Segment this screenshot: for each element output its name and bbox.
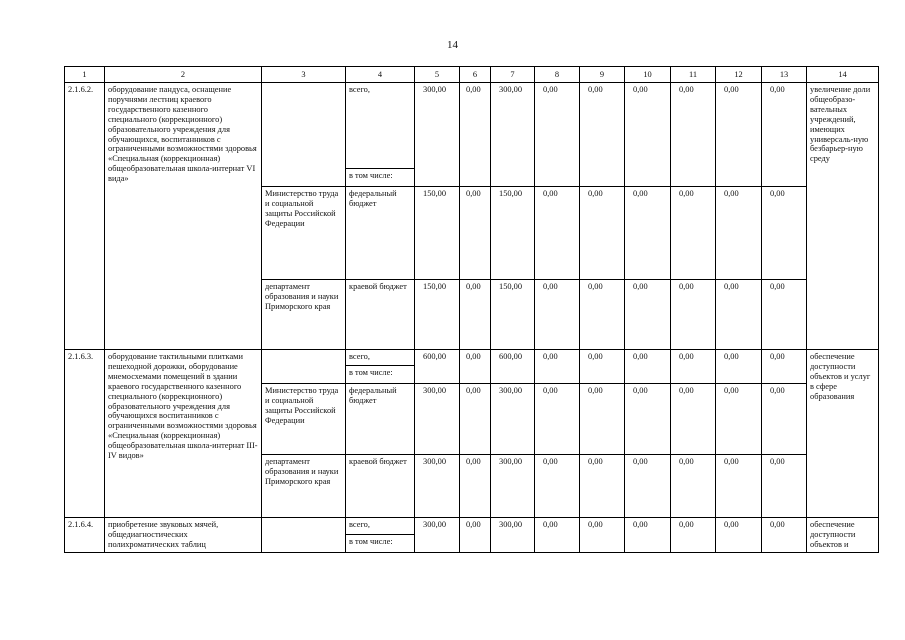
value-cell: 0,00 (535, 384, 580, 455)
col-header-12: 12 (716, 67, 762, 83)
value-cell: 0,00 (625, 384, 671, 455)
funding-source: краевой бюджет (346, 280, 415, 350)
col-header-7: 7 (491, 67, 535, 83)
executor-cell (262, 83, 346, 187)
value-cell: 0,00 (580, 384, 625, 455)
value-cell: 0,00 (762, 518, 807, 553)
col-header-2: 2 (105, 67, 262, 83)
value-cell: 0,00 (535, 518, 580, 553)
source-total-label: всего, (346, 83, 415, 169)
col-header-6: 6 (460, 67, 491, 83)
value-cell: 300,00 (415, 518, 460, 553)
value-cell: 0,00 (625, 280, 671, 350)
value-cell: 0,00 (716, 384, 762, 455)
value-cell: 0,00 (671, 350, 716, 384)
value-cell: 0,00 (762, 187, 807, 280)
value-cell: 0,00 (762, 455, 807, 518)
col-header-10: 10 (625, 67, 671, 83)
value-cell: 0,00 (671, 83, 716, 187)
col-header-4: 4 (346, 67, 415, 83)
value-cell: 0,00 (716, 187, 762, 280)
value-cell: 0,00 (460, 455, 491, 518)
expected-result: обеспечение доступности объектов и услуг в сфере образования (807, 350, 879, 518)
value-cell: 0,00 (580, 455, 625, 518)
value-cell: 0,00 (460, 384, 491, 455)
value-cell: 0,00 (625, 187, 671, 280)
col-header-3: 3 (262, 67, 346, 83)
value-cell: 0,00 (535, 280, 580, 350)
value-cell: 0,00 (716, 83, 762, 187)
funding-source: краевой бюджет (346, 455, 415, 518)
col-header-8: 8 (535, 67, 580, 83)
value-cell: 0,00 (460, 350, 491, 384)
expected-result: обеспечение доступности объектов и (807, 518, 879, 553)
funding-source: федеральный бюджет (346, 384, 415, 455)
value-cell: 300,00 (491, 455, 535, 518)
executor-cell: департамент образования и науки Приморского края (262, 280, 346, 350)
executor-cell: Министерство труда и социальной защиты Российской Федерации (262, 187, 346, 280)
value-cell: 0,00 (716, 280, 762, 350)
value-cell: 600,00 (491, 350, 535, 384)
value-cell: 300,00 (491, 83, 535, 187)
value-cell: 0,00 (625, 455, 671, 518)
col-header-1: 1 (65, 67, 105, 83)
value-cell: 300,00 (415, 384, 460, 455)
executor-cell (262, 518, 346, 553)
activity-description: оборудование тактильными плитками пешеходной дорожки, оборудование мнемосхемами помещений в здании краевого государственного казенного специального (коррекционного) образовательного учреждения для обучающихся воспитанников с ограниченными возможностями здоровья «Специальная (коррекционная) общеобразовательная школа-интернат III-IV видов» (105, 350, 262, 518)
value-cell: 0,00 (762, 83, 807, 187)
value-cell: 0,00 (580, 83, 625, 187)
value-cell: 0,00 (580, 518, 625, 553)
page-number: 14 (447, 39, 458, 51)
value-cell: 0,00 (716, 518, 762, 553)
activity-number: 2.1.6.2. (65, 83, 105, 350)
value-cell: 0,00 (625, 83, 671, 187)
executor-cell: Министерство труда и социальной защиты Российской Федерации (262, 384, 346, 455)
value-cell: 0,00 (716, 350, 762, 384)
value-cell: 0,00 (580, 350, 625, 384)
value-cell: 300,00 (415, 455, 460, 518)
activity-number: 2.1.6.3. (65, 350, 105, 518)
value-cell: 300,00 (415, 83, 460, 187)
value-cell: 0,00 (535, 350, 580, 384)
value-cell: 0,00 (671, 455, 716, 518)
value-cell: 0,00 (625, 518, 671, 553)
value-cell: 150,00 (491, 280, 535, 350)
source-subtotal-label: в том числе: (346, 535, 415, 553)
value-cell: 0,00 (535, 83, 580, 187)
value-cell: 0,00 (460, 280, 491, 350)
value-cell: 0,00 (460, 83, 491, 187)
program-activities-table (64, 66, 879, 553)
value-cell: 300,00 (491, 518, 535, 553)
value-cell: 0,00 (535, 455, 580, 518)
value-cell: 0,00 (460, 187, 491, 280)
value-cell: 0,00 (671, 384, 716, 455)
value-cell: 0,00 (762, 384, 807, 455)
col-header-14: 14 (807, 67, 879, 83)
col-header-11: 11 (671, 67, 716, 83)
value-cell: 0,00 (625, 350, 671, 384)
source-total-label: всего, (346, 350, 415, 366)
value-cell: 0,00 (762, 280, 807, 350)
col-header-5: 5 (415, 67, 460, 83)
value-cell: 0,00 (671, 518, 716, 553)
table-row (65, 518, 879, 535)
value-cell: 150,00 (415, 187, 460, 280)
source-subtotal-label: в том числе: (346, 169, 415, 187)
value-cell: 0,00 (671, 280, 716, 350)
funding-source: федеральный бюджет (346, 187, 415, 280)
col-header-13: 13 (762, 67, 807, 83)
activity-number: 2.1.6.4. (65, 518, 105, 553)
value-cell: 0,00 (580, 187, 625, 280)
value-cell: 0,00 (762, 350, 807, 384)
value-cell: 150,00 (415, 280, 460, 350)
value-cell: 150,00 (491, 187, 535, 280)
source-total-label: всего, (346, 518, 415, 535)
value-cell: 0,00 (716, 455, 762, 518)
executor-cell: департамент образования и науки Приморского края (262, 455, 346, 518)
expected-result: увеличение доли общеобразо-вательных учреждений, имеющих универсаль-ную безбарьер-ную среду (807, 83, 879, 350)
value-cell: 0,00 (580, 280, 625, 350)
table-row (65, 83, 879, 169)
value-cell: 0,00 (535, 187, 580, 280)
value-cell: 600,00 (415, 350, 460, 384)
executor-cell (262, 350, 346, 384)
column-number-row (65, 67, 879, 83)
source-subtotal-label: в том числе: (346, 366, 415, 384)
activity-description: оборудование пандуса, оснащение поручнями лестниц краевого государственного казенного специального (коррекционного) образовательного учреждения для обучающихся, воспитанников с ограниченными возможностями здоровья «Специальная (коррекционная) общеобразовательная школа-интернат VI вида» (105, 83, 262, 350)
col-header-9: 9 (580, 67, 625, 83)
table-row (65, 350, 879, 366)
value-cell: 300,00 (491, 384, 535, 455)
value-cell: 0,00 (671, 187, 716, 280)
value-cell: 0,00 (460, 518, 491, 553)
activity-description: приобретение звуковых мячей, общедиагностических полихроматических таблиц (105, 518, 262, 553)
